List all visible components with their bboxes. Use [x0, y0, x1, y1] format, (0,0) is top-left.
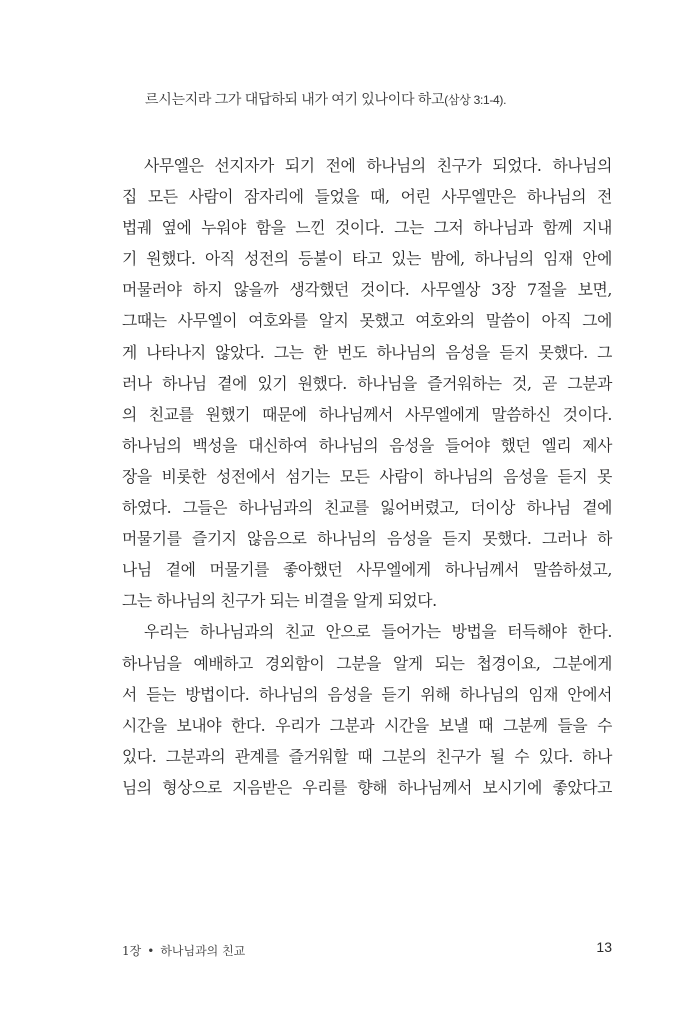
text-line: 의 친교를 원했기 때문에 하나님께서 사무엘에게 말씀하신 것이다. [122, 404, 612, 424]
text-line: 머물기를 즐기지 않음으로 하나님의 음성을 듣지 못했다. 그러나 하 [122, 529, 612, 549]
text-line: 하나님을 예배하고 경외함이 그분을 알게 되는 첩경이요, 그분에게 [122, 653, 612, 673]
footer-chapter: 1장 [122, 944, 142, 958]
text-line: 그때는 사무엘이 여호와를 알지 못했고 여호와의 말씀이 아직 그에 [122, 311, 612, 331]
text-line: 머물러야 하지 않을까 생각했던 것이다. 사무엘상 3장 7절을 보면, [122, 280, 612, 300]
body-text [122, 150, 612, 803]
text-line: 서 듣는 방법이다. 하나님의 음성을 듣기 위해 하나님의 임재 안에서 [122, 684, 612, 704]
paragraph-1 [122, 150, 612, 616]
text-line: 사무엘은 선지자가 되기 전에 하나님의 친구가 되었다. 하나님의 [144, 156, 612, 175]
text-line: 기 원했다. 아직 성전의 등불이 타고 있는 밤에, 하나님의 임재 안에 [122, 249, 612, 269]
text-line: 하나님의 백성을 대신하여 하나님의 음성을 들어야 했던 엘리 제사 [122, 435, 612, 455]
text-line: 러나 하나님 곁에 있기 원했다. 하나님을 즐거워하는 것, 곧 그분과 [122, 373, 612, 393]
quote-text: 르시는지라 그가 대답하되 내가 여기 있나이다 하고 [145, 91, 445, 107]
text-line: 나님 곁에 머물기를 좋아했던 사무엘에게 하나님께서 말씀하셨고, [122, 560, 612, 580]
text-line: 하였다. 그들은 하나님과의 친교를 잃어버렸고, 더이상 하나님 곁에 [122, 498, 612, 518]
scripture-quote [145, 88, 665, 111]
text-line: 있다. 그분과의 관계를 즐거워할 때 그분의 친구가 될 수 있다. 하나 [122, 746, 612, 766]
text-line: 장을 비롯한 성전에서 섬기는 모든 사람이 하나님의 음성을 듣지 못 [122, 466, 612, 486]
text-line: 집 모든 사람이 잠자리에 들었을 때, 어린 사무엘만은 하나님의 전 [122, 187, 612, 207]
text-line: 법궤 옆에 누워야 함을 느낀 것이다. 그는 그저 하나님과 함께 지내 [122, 218, 612, 238]
text-line: 시간을 보내야 한다. 우리가 그분과 시간을 보낼 때 그분께 들을 수 [122, 715, 612, 735]
text-line: 게 나타나지 않았다. 그는 한 번도 하나님의 음성을 듣지 못했다. 그 [122, 342, 612, 362]
text-line: 님의 형상으로 지음받은 우리를 향해 하나님께서 보시기에 좋았다고 [122, 777, 612, 797]
footer-bullet: • [147, 944, 155, 958]
footer-chapter-title: 하나님과의 친교 [160, 944, 246, 958]
text-line: 우리는 하나님과의 친교 안으로 들어가는 방법을 터득해야 한다. [144, 622, 612, 642]
paragraph-2 [122, 616, 612, 803]
page-number: 13 [596, 939, 612, 955]
running-footer [122, 942, 245, 959]
quote-citation: (삼상 3:1-4). [444, 93, 507, 107]
text-line: 그는 하나님의 친구가 되는 비결을 알게 되었다. [122, 591, 437, 611]
